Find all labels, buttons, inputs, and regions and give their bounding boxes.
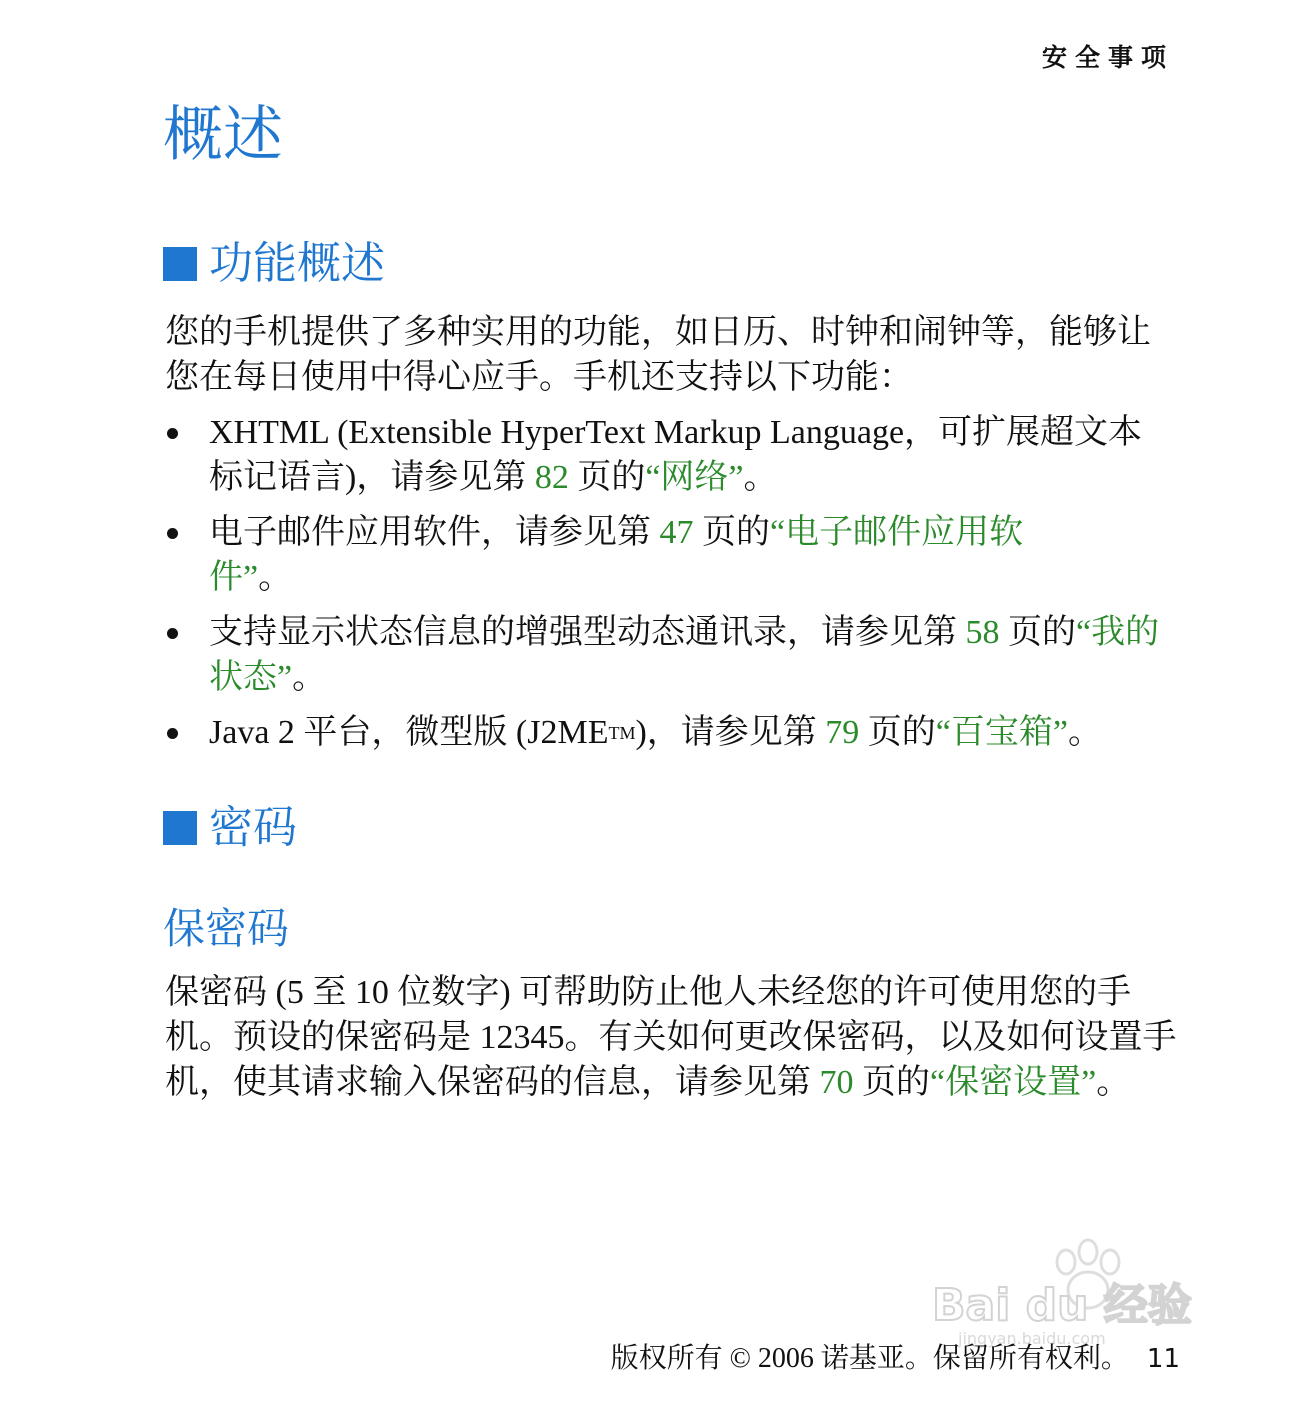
features-intro: 您的手机提供了多种实用的功能，如日历、时钟和闹钟等，能够让您在每日使用中得心应手。手机还支持以下功能： — [165, 314, 1151, 396]
paragraph-text: 。 — [1096, 1064, 1131, 1101]
page-number: 11 — [1146, 1344, 1180, 1374]
watermark-url: jingyan.baidu.com — [958, 1329, 1106, 1348]
item-text: 。 — [1067, 714, 1102, 751]
bullet-icon — [167, 428, 178, 439]
bullet-icon — [167, 728, 178, 739]
item-text: 。 — [292, 659, 327, 696]
security-code-paragraph — [165, 970, 1180, 1105]
page-reference[interactable]: 79 — [825, 714, 860, 751]
section-heading-text: 功能概述 — [209, 238, 385, 289]
feature-list — [165, 410, 1165, 766]
watermark-brand: Bai du 经验 — [932, 1280, 1192, 1331]
cross-reference-link[interactable]: “我的状态” — [209, 614, 1160, 696]
page-footer — [611, 1336, 1180, 1376]
sub-heading-security-code: 保密码 — [163, 904, 290, 953]
bullet-icon — [167, 528, 178, 539]
item-text: 支持显示状态信息的增强型动态通讯录，请参见第 — [209, 614, 966, 651]
bullet-icon — [167, 628, 178, 639]
list-item — [165, 510, 1165, 600]
item-text: XHTML (Extensible HyperText Markup Language，可扩展超文本标记语言)，请参见第 — [209, 414, 1143, 496]
cross-reference-link[interactable]: “网络” — [645, 459, 744, 496]
paragraph-text: 保密码 (5 至 10 位数字) 可帮助防止他人未经您的许可使用您的手机。预设的保密码是 12345。有关如何更改保密码，以及如何设置手机，使其请求输入保密码的信息，请参见第 — [165, 974, 1177, 1101]
item-text: )，请参见第 — [635, 714, 826, 751]
cross-reference-link[interactable]: “百宝箱” — [935, 714, 1068, 751]
item-text: 页的 — [999, 614, 1076, 651]
page-title: 概述 — [163, 100, 283, 170]
paragraph-text: 页的 — [853, 1064, 930, 1101]
item-text: 。 — [743, 459, 778, 496]
cross-reference-link[interactable]: “保密设置” — [930, 1064, 1097, 1101]
running-header: 安全事项 — [1041, 43, 1174, 72]
item-text: 页的 — [693, 514, 770, 551]
list-item — [165, 410, 1165, 500]
square-bullet-icon — [163, 811, 197, 845]
baidu-jingyan-watermark — [928, 1228, 1228, 1348]
copyright-notice: 版权所有 © 2006 诺基亚。保留所有权利。 — [610, 1343, 1129, 1374]
item-text: 页的 — [568, 459, 646, 496]
trademark-symbol: TM — [608, 723, 636, 743]
page-reference[interactable]: 58 — [965, 614, 1000, 651]
item-text: Java 2 平台，微型版 (J2ME — [209, 714, 609, 751]
square-bullet-icon — [163, 247, 197, 281]
page-reference[interactable]: 82 — [534, 459, 569, 496]
item-text: 电子邮件应用软件，请参见第 — [209, 514, 660, 551]
section-heading-features — [163, 240, 385, 288]
item-text: 。 — [258, 559, 293, 596]
page-reference[interactable]: 47 — [659, 514, 694, 551]
list-item — [165, 610, 1165, 700]
page-reference[interactable]: 70 — [819, 1064, 854, 1101]
cross-reference-link[interactable]: “电子邮件应用软件” — [209, 514, 1024, 596]
section-heading-text: 密码 — [209, 802, 297, 853]
item-text: 页的 — [859, 714, 936, 751]
section-heading-passwords — [163, 804, 297, 852]
list-item — [165, 710, 1165, 756]
